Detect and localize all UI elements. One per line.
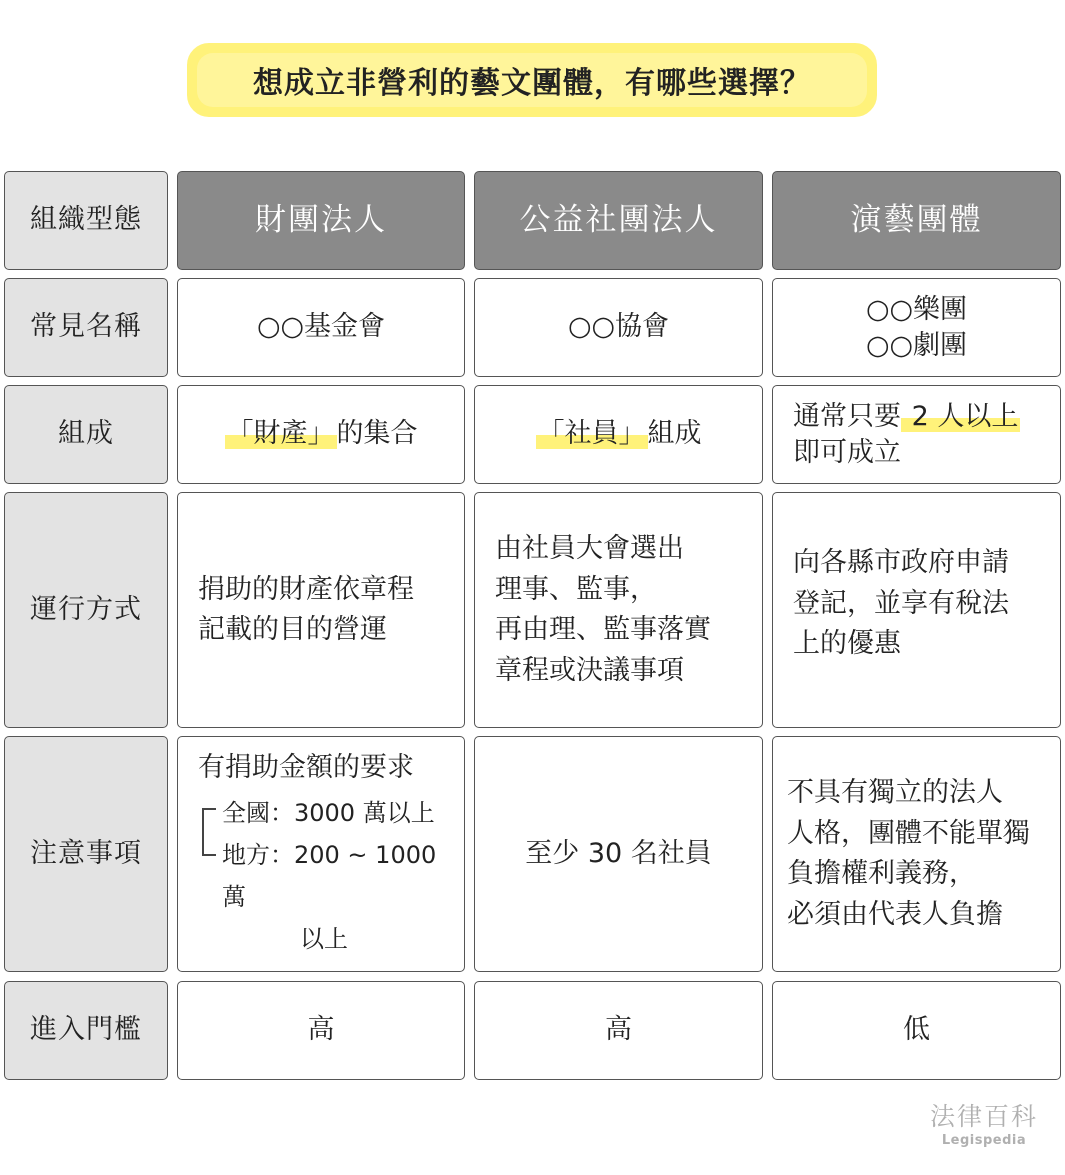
rowhead-notes bbox=[4, 736, 168, 972]
cell-names-foundation bbox=[177, 278, 465, 377]
rowhead-org-type bbox=[4, 171, 168, 270]
composition-foundation-text: 的集合 bbox=[336, 418, 418, 450]
rowhead-common-names-label: 常見名稱 bbox=[30, 311, 142, 343]
operation-association-line-4: 章程或決議事項 bbox=[495, 654, 684, 686]
cell-names-association bbox=[474, 278, 763, 377]
notes-troupe-line-2: 人格，團體不能單獨 bbox=[787, 817, 1030, 849]
barrier-foundation-text: 高 bbox=[307, 1014, 335, 1046]
cell-notes-troupe bbox=[772, 736, 1061, 972]
composition-association-highlight: 「社員」 bbox=[537, 418, 646, 450]
composition-troupe-post: 即可成立 bbox=[793, 436, 901, 468]
names-troupe-line-1: ○○樂團 bbox=[865, 293, 968, 325]
colhead-foundation bbox=[177, 171, 465, 270]
names-foundation-text: ○○基金會 bbox=[256, 311, 386, 343]
bracket-icon bbox=[202, 808, 216, 856]
composition-association-text: 組成 bbox=[647, 418, 702, 450]
operation-foundation-line-2: 記載的目的營運 bbox=[198, 614, 387, 645]
rowhead-notes-label: 注意事項 bbox=[30, 837, 142, 869]
operation-foundation-line-1: 捐助的財產依章程 bbox=[198, 573, 414, 605]
operation-association-line-1: 由社員大會選出 bbox=[495, 533, 684, 564]
brand-name-en: Legispedia bbox=[941, 1133, 1027, 1148]
cell-operation-foundation bbox=[177, 492, 465, 728]
cell-composition-foundation bbox=[177, 385, 465, 484]
brand-name-zh: 法律百科 bbox=[929, 1102, 1038, 1131]
cell-barrier-association bbox=[474, 981, 763, 1080]
notes-foundation-local: 地方：200 ~ 1000 萬 bbox=[222, 841, 437, 912]
notes-foundation-amounts bbox=[198, 792, 448, 960]
notes-troupe-line-4: 必須由代表人負擔 bbox=[787, 898, 1003, 930]
names-association-text: ○○協會 bbox=[567, 311, 670, 343]
cell-notes-foundation bbox=[177, 736, 465, 972]
cell-operation-troupe bbox=[772, 492, 1061, 728]
notes-foundation-local-cont: 以上 bbox=[300, 925, 348, 954]
operation-troupe-line-3: 上的優惠 bbox=[793, 628, 901, 659]
operation-troupe-line-1: 向各縣市政府申請 bbox=[793, 547, 1009, 578]
cell-barrier-foundation bbox=[177, 981, 465, 1080]
cell-notes-association bbox=[474, 736, 763, 972]
cell-composition-troupe bbox=[772, 385, 1061, 484]
operation-association-line-3: 再由理、監事落實 bbox=[495, 614, 711, 645]
names-troupe-line-2: ○○劇團 bbox=[865, 329, 968, 361]
operation-troupe-line-2: 登記，並享有稅法 bbox=[793, 587, 1009, 619]
colhead-association-label: 公益社團法人 bbox=[519, 202, 718, 239]
rowhead-operation bbox=[4, 492, 168, 728]
cell-composition-association bbox=[474, 385, 763, 484]
notes-troupe-line-3: 負擔權利義務， bbox=[787, 858, 976, 889]
rowhead-composition-label: 組成 bbox=[58, 418, 114, 450]
colhead-foundation-label: 財團法人 bbox=[255, 202, 387, 239]
composition-troupe-highlight: 2 人以上 bbox=[903, 401, 1019, 433]
notes-foundation-national: 全國：3000 萬以上 bbox=[222, 799, 435, 828]
colhead-troupe bbox=[772, 171, 1061, 270]
rowhead-common-names bbox=[4, 278, 168, 377]
composition-foundation-highlight: 「財產」 bbox=[226, 418, 335, 450]
barrier-association-text: 高 bbox=[605, 1014, 632, 1046]
rowhead-barrier bbox=[4, 981, 168, 1080]
colhead-troupe-label: 演藝團體 bbox=[850, 202, 983, 239]
notes-foundation-main: 有捐助金額的要求 bbox=[198, 751, 414, 783]
brand-logo bbox=[930, 1097, 1038, 1148]
operation-association-line-2: 理事、監事， bbox=[495, 573, 657, 605]
composition-troupe-pre: 通常只要 bbox=[793, 401, 901, 433]
notes-association-text: 至少 30 名社員 bbox=[525, 837, 712, 869]
notes-troupe-line-1: 不具有獨立的法人 bbox=[787, 777, 1003, 808]
cell-barrier-troupe bbox=[772, 981, 1061, 1080]
cell-operation-association bbox=[474, 492, 763, 728]
rowhead-composition bbox=[4, 385, 168, 484]
rowhead-org-type-label: 組織型態 bbox=[30, 204, 142, 236]
page-title: 想成立非營利的藝文團體，有哪些選擇？ bbox=[197, 53, 867, 107]
rowhead-operation-label: 運行方式 bbox=[30, 593, 142, 625]
cell-names-troupe bbox=[772, 278, 1061, 377]
title-banner bbox=[187, 43, 877, 117]
rowhead-barrier-label: 進入門檻 bbox=[30, 1014, 142, 1046]
barrier-troupe-text: 低 bbox=[903, 1014, 930, 1046]
colhead-association bbox=[474, 171, 763, 270]
